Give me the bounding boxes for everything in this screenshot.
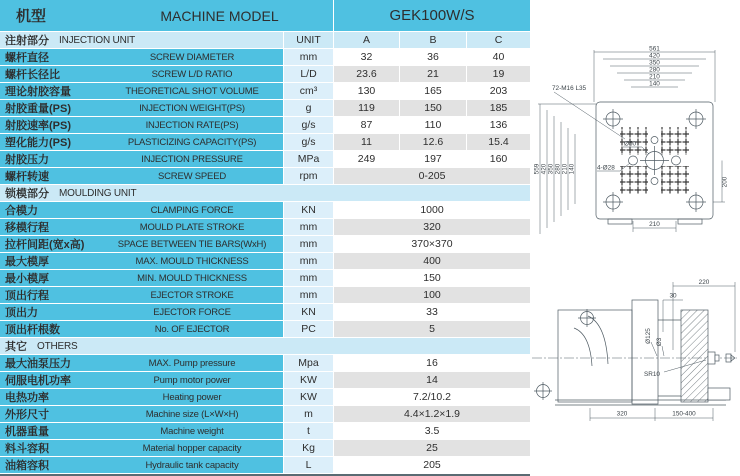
spec-value: 5 (334, 321, 530, 337)
spec-unit: Kg (284, 440, 334, 456)
model-value: GEK100W/S (334, 0, 530, 31)
spec-unit: mm (284, 236, 334, 252)
dim-label: 320 (616, 410, 628, 418)
spec-label-en: SCREW DIAMETER (149, 51, 235, 63)
dim-label: 210 (649, 73, 660, 81)
spec-label-cn: 移模行程 (5, 222, 49, 234)
spec-label-cn: 射胶速率(PS) (5, 120, 71, 132)
section-header-row (0, 338, 530, 355)
spec-row (0, 134, 530, 151)
spec-value: 19 (467, 66, 530, 82)
spec-unit: g/s (284, 117, 334, 133)
section-label-cn: 锁模部分 (5, 188, 49, 200)
spec-value: 4.4×1.2×1.9 (334, 406, 530, 422)
spec-unit: KN (284, 304, 334, 320)
spec-label-cell (0, 440, 284, 456)
dim-label: 200 (721, 176, 729, 188)
spec-label-cell (0, 117, 284, 133)
spec-value: 32 (334, 49, 400, 65)
spec-value: 36 (400, 49, 467, 65)
spec-label-en: CLAMPING FORCE (150, 204, 234, 216)
spec-unit: mm (284, 219, 334, 235)
spec-value: 160 (467, 151, 530, 167)
spec-unit: mm (284, 49, 334, 65)
dim-label: 150-400 (672, 410, 696, 418)
spec-value: 33 (334, 304, 530, 320)
value-column-header: B (400, 32, 467, 48)
machine-outline (532, 300, 737, 405)
spec-row (0, 270, 530, 287)
tie-rod-holes-label: 4-Ø28 (597, 164, 615, 172)
spec-row (0, 66, 530, 83)
spec-value: 0-205 (334, 168, 530, 184)
spec-label-cell (0, 83, 284, 99)
spec-label-en: Heating power (162, 391, 222, 403)
spec-label-cn: 射胶压力 (5, 154, 49, 166)
spec-label-cn: 机器重量 (5, 426, 49, 438)
spec-row (0, 219, 530, 236)
dim-label: 280 (554, 163, 562, 175)
spec-label-cn: 顶出力 (5, 307, 38, 319)
spec-row (0, 236, 530, 253)
spec-label-cn: 理论射胶容量 (5, 86, 71, 98)
unit-column-header: UNIT (284, 32, 334, 48)
spec-unit: Mpa (284, 355, 334, 371)
value-column-header: A (334, 32, 400, 48)
spec-label-cell (0, 287, 284, 303)
spec-label-cell (0, 406, 284, 422)
spec-label-en: No. OF EJECTOR (154, 323, 230, 335)
spec-value: 165 (400, 83, 467, 99)
machine-model-header-cell (0, 0, 334, 31)
spec-row (0, 83, 530, 100)
spec-row (0, 287, 530, 304)
spec-value: 320 (334, 219, 530, 235)
spec-label-cn: 电热功率 (5, 392, 49, 404)
spec-label-cn: 射胶重量(PS) (5, 103, 71, 115)
dim-label: 350 (649, 59, 660, 67)
spec-label-en: SCREW SPEED (157, 170, 226, 182)
spec-unit: KN (284, 202, 334, 218)
spec-label-cell (0, 100, 284, 116)
spec-value: 25 (334, 440, 530, 456)
spec-value: 21 (400, 66, 467, 82)
spec-value: 87 (334, 117, 400, 133)
spec-row (0, 457, 530, 474)
spec-label-cell (0, 168, 284, 184)
spec-label-en: Pump motor power (153, 374, 231, 386)
section-header-row (0, 32, 530, 49)
spec-value: 197 (400, 151, 467, 167)
spec-label-cn: 伺服电机功率 (5, 375, 71, 387)
dim-label: 420 (649, 52, 660, 60)
spec-label-cell (0, 253, 284, 269)
spec-label-cn: 顶出行程 (5, 290, 49, 302)
spec-label-en: PLASTICIZING CAPACITY(PS) (127, 136, 257, 148)
spec-row (0, 406, 530, 423)
spec-value: 136 (467, 117, 530, 133)
spec-unit: g (284, 100, 334, 116)
spec-row (0, 100, 530, 117)
nozzle-radius-label: SR10 (644, 371, 660, 378)
machine-model-label-cn: 机型 (16, 8, 47, 25)
dim-label: 140 (568, 163, 576, 175)
spec-unit: g/s (284, 134, 334, 150)
spec-label-en: EJECTOR FORCE (153, 306, 231, 318)
spec-unit: mm (284, 287, 334, 303)
spec-value: 15.4 (467, 134, 530, 150)
dim-label: 140 (649, 80, 660, 88)
spec-row (0, 117, 530, 134)
spec-label-cell (0, 372, 284, 388)
spec-row (0, 321, 530, 338)
spec-row (0, 423, 530, 440)
dim-label: 280 (649, 66, 660, 74)
spec-value: 1000 (334, 202, 530, 218)
spec-unit: mm (284, 253, 334, 269)
spec-row (0, 304, 530, 321)
spec-row (0, 253, 530, 270)
spec-label-en: THEORETICAL SHOT VOLUME (125, 85, 259, 97)
spec-row (0, 372, 530, 389)
spec-label-cell (0, 457, 284, 473)
spec-label-en: MOULD PLATE STROKE (139, 221, 245, 233)
table-title-row (0, 0, 530, 32)
spec-value: 3.5 (334, 423, 530, 439)
spec-label-cn: 拉杆间距(宽x高) (5, 239, 85, 251)
spec-unit: rpm (284, 168, 334, 184)
spec-unit: KW (284, 389, 334, 405)
spec-label-en: MAX. MOULD THICKNESS (135, 255, 249, 267)
section-label-cn: 其它 (5, 341, 27, 353)
section-label (0, 185, 530, 201)
section-label (0, 338, 530, 354)
spec-label-cell (0, 151, 284, 167)
platen-drawing (530, 42, 740, 242)
spec-value: 11 (334, 134, 400, 150)
spec-label-cn: 外形尺寸 (5, 409, 49, 421)
spec-value: 16 (334, 355, 530, 371)
spec-label-en: MIN. MOULD THICKNESS (137, 272, 247, 284)
spec-unit: t (284, 423, 334, 439)
spec-label-en: Hydraulic tank capacity (145, 459, 239, 471)
spec-label-cell (0, 49, 284, 65)
spec-value: 100 (334, 287, 530, 303)
spec-row (0, 151, 530, 168)
machine-model-label-en: MACHINE MODEL (160, 7, 279, 24)
spec-label-en: SCREW L/D RATIO (151, 68, 233, 80)
spec-label-cell (0, 66, 284, 82)
side-view-drawing (530, 272, 740, 442)
spec-label-en: Machine size (L×W×H) (145, 408, 239, 420)
spec-unit: L/D (284, 66, 334, 82)
spec-label-cn: 螺杆转速 (5, 171, 49, 183)
section-label-cn: 注射部分 (5, 35, 49, 47)
dim-label: 420 (540, 163, 548, 175)
nozzle-orifice-label: Ø3 (656, 337, 663, 347)
spec-value: 370×370 (334, 236, 530, 252)
spec-unit: KW (284, 372, 334, 388)
spec-row (0, 49, 530, 66)
spec-label-cell (0, 219, 284, 235)
spec-value: 249 (334, 151, 400, 167)
spec-unit: PC (284, 321, 334, 337)
spec-value: 150 (400, 100, 467, 116)
spec-label-cn: 螺杆直径 (5, 52, 49, 64)
spec-label-cell (0, 389, 284, 405)
spec-label-en: INJECTION PRESSURE (141, 153, 243, 165)
spec-value: 110 (400, 117, 467, 133)
spec-row (0, 389, 530, 406)
spec-label-en: Material hopper capacity (142, 442, 242, 454)
dim-label: 559 (533, 163, 541, 175)
dim-label: 561 (649, 45, 660, 53)
spec-label-cell (0, 134, 284, 150)
spec-label-en: EJECTOR STROKE (150, 289, 234, 301)
spec-label-cell (0, 202, 284, 218)
spec-value: 40 (467, 49, 530, 65)
spec-value: 7.2/10.2 (334, 389, 530, 405)
spec-value: 23.6 (334, 66, 400, 82)
spec-row (0, 355, 530, 372)
spec-value: 119 (334, 100, 400, 116)
section-label (0, 32, 284, 48)
spec-value: 185 (467, 100, 530, 116)
spec-label-cell (0, 236, 284, 252)
section-label-en: OTHERS (37, 340, 78, 352)
spec-label-cn: 螺杆长径比 (5, 69, 60, 81)
dim-label: 30 (669, 292, 677, 300)
spec-label-cn: 料斗容积 (5, 443, 49, 455)
spec-label-cn: 顶出杆根数 (5, 324, 60, 336)
spec-row (0, 440, 530, 457)
spec-label-cell (0, 304, 284, 320)
spec-label-cn: 合模力 (5, 205, 38, 217)
dim-label: 210 (649, 221, 660, 228)
spec-row (0, 168, 530, 185)
spec-unit: cm³ (284, 83, 334, 99)
dim-label: 220 (698, 279, 710, 286)
spec-label-en: SPACE BETWEEN TIE BARS(WxH) (117, 238, 267, 250)
spec-value: 130 (334, 83, 400, 99)
spec-label-cn: 最小模厚 (5, 273, 49, 285)
spec-rows-container (0, 32, 530, 474)
section-label-en: INJECTION UNIT (59, 34, 136, 46)
spec-unit: mm (284, 270, 334, 286)
spec-label-cell (0, 321, 284, 337)
bolt-pattern-label: 72-M16 L35 (552, 85, 587, 92)
spec-value: 205 (334, 457, 530, 473)
spec-label-cn: 油箱容积 (5, 460, 49, 472)
spec-label-cell (0, 423, 284, 439)
spec-label-cn: 最大油泵压力 (5, 358, 71, 370)
spec-value: 12.6 (400, 134, 467, 150)
spec-unit: L (284, 457, 334, 473)
spec-value: 203 (467, 83, 530, 99)
spec-unit: MPa (284, 151, 334, 167)
spec-unit: m (284, 406, 334, 422)
spec-label-cn: 最大模厚 (5, 256, 49, 268)
spec-row (0, 202, 530, 219)
spec-label-cell (0, 270, 284, 286)
value-column-header: C (467, 32, 530, 48)
section-label-en: MOULDING UNIT (59, 187, 137, 199)
dim-label: 210 (561, 163, 569, 175)
spec-label-cn: 塑化能力(PS) (5, 137, 71, 149)
spec-value: 400 (334, 253, 530, 269)
center-hole-label: Ø50 (624, 140, 637, 148)
spec-label-en: MAX. Pump pressure (148, 357, 236, 369)
spec-value: 150 (334, 270, 530, 286)
platen-outline (596, 102, 713, 224)
spec-value: 14 (334, 372, 530, 388)
spec-label-en: Machine weight (160, 425, 224, 437)
spec-label-en: INJECTION WEIGHT(PS) (139, 102, 245, 114)
locating-ring-label: Ø125 (645, 328, 652, 344)
spec-label-en: INJECTION RATE(PS) (145, 119, 239, 131)
section-header-row (0, 185, 530, 202)
dim-label: 350 (547, 163, 555, 175)
spec-label-cell (0, 355, 284, 371)
